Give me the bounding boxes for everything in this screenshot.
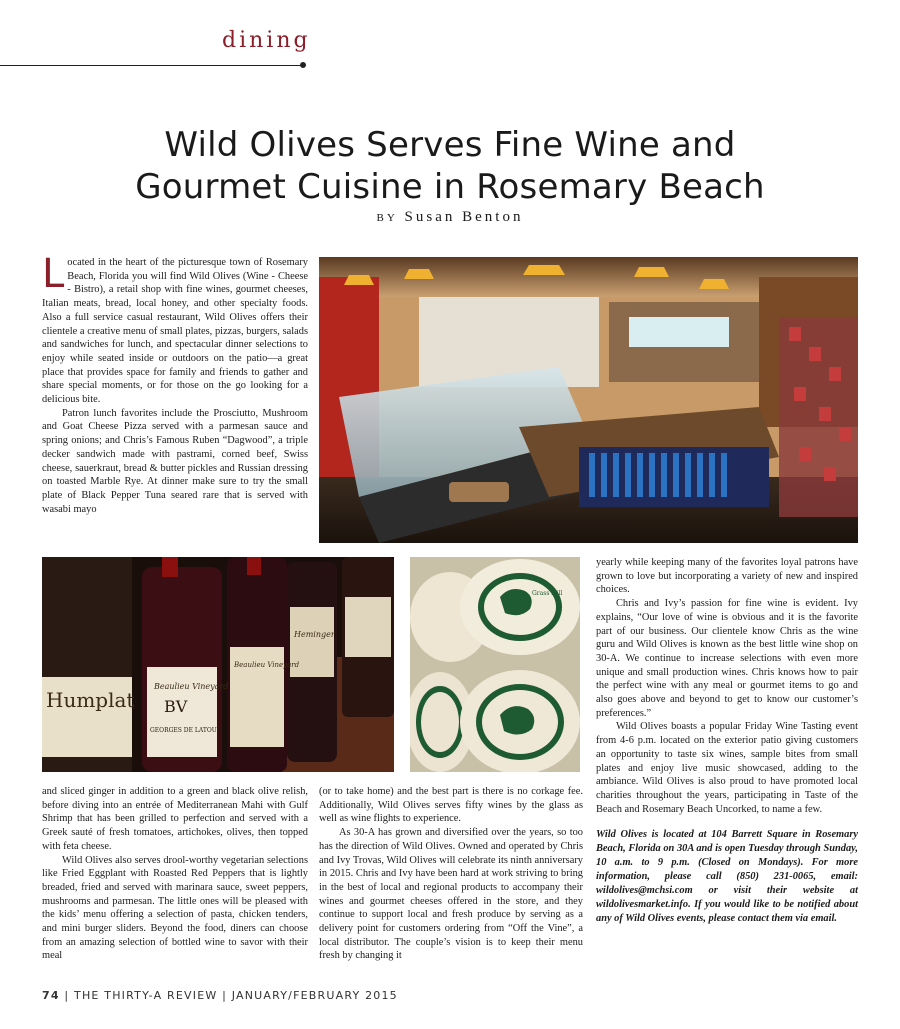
- cheese-wheels-photo: [410, 557, 580, 772]
- paragraph: yearly while keeping many of the favorites loyal patrons have grown to love but incorporating a variety of new and inspired choices.: [596, 557, 858, 596]
- section-rule-dot: [300, 62, 306, 68]
- cheese-wheels-illustration: [410, 557, 580, 772]
- article-column-1-top: [42, 251, 308, 516]
- paragraph: and sliced ginger in addition to a green and black olive relish, before diving into an entrée of Mediterranean Mahi with Gulf Shrimp that has been grilled to perfection and served with a Greek sauté of fresh tomatoes, artichokes, olives, then topped with feta cheese.: [42, 786, 308, 852]
- article-headline: [0, 124, 900, 208]
- section-label: dining: [222, 28, 311, 53]
- byline: [0, 209, 900, 226]
- paragraph: Chris and Ivy’s passion for fine wine is evident. Ivy explains, “Our love of wine is obvious and it is the favorite part of our business. Our clientele know Chris as the wine guru and Wild Olives is known as the best little wine shop on 30-A. We continue to increase selections with even more unique and small production wines. Chris knows how to pair the perfect wine with any meal or gourmet items to go and also goes above and beyond to get to know our customer’s preferences.”: [596, 598, 858, 719]
- paragraph: As 30-A has grown and diversified over the years, so too has the direction of Wild Olives. Owned and operated by Chris and Ivy Trovas, Wild Olives will celebrate its ninth anniversary in 2015. Chris and Ivy have been hard at work striving to bring in the best of local and regional products to accompany their wines and gourmet cheeses offered in the store, and they continue to support local and fresh produce by serving as a delivery point for customers ordering from “Off the Vine”, a local distributor. The couple’s vision is to keep their menu fresh by changing it: [319, 827, 583, 962]
- page-number: 74: [42, 989, 60, 1002]
- publication-name: THE THIRTY-A REVIEW: [74, 989, 218, 1002]
- wine-bottles-photo: [42, 557, 394, 772]
- paragraph: Wild Olives boasts a popular Friday Wine Tasting event from 4-6 p.m. located on the exterior patio giving customers an opportunity to taste six wines, sample bites from small plates and enjoy live music showcased, adding to the ambiance. Wild Olives is also proud to have promoted local charities throughout the years, participating in Taste of the Beach and Rosemary Beach Uncorked, to name a few.: [596, 721, 858, 815]
- byline-author: Susan Benton: [404, 209, 524, 225]
- footer-separator: |: [64, 989, 70, 1002]
- wine-label-text: Beaulieu Vineyard: [154, 682, 229, 691]
- footer-separator: |: [222, 989, 228, 1002]
- article-column-1-bottom: [42, 785, 308, 963]
- contact-info: Wild Olives is located at 104 Barrett Square in Rosemary Beach, Florida on 30A and is open Tuesday through Sunday, 10 a.m. to 9 p.m. (Closed on Mondays). For more information, please call (850) 231-0065, email: wildolives@mchsi.com or visit their website at wildolivesmarket.info. If you would like to be notified about any of Wild Olives events, please contact them via email.: [596, 829, 858, 925]
- wine-label-text: Beaulieu Vineyard: [234, 661, 300, 669]
- paragraph: Patron lunch favorites include the Prosciutto, Mushroom and Goat Cheese Pizza served with a parmesan sauce and spring onions; and Chris’s Famous Ruben “Dagwood”, a triple decker sandwich made with pastrami, corned beef, Swiss cheese, sauerkraut, bread & butter pickles and Russian dressing on toasted Marble Rye. At dinner make sure to try the small plate of Black Pepper Tuna seared rare that is served with wasabi mayo: [42, 407, 308, 515]
- section-rule: [0, 65, 303, 66]
- article-column-2: [319, 785, 583, 963]
- paragraph: Wild Olives also serves drool-worthy vegetarian selections like Fried Eggplant with Roasted Red Peppers that is lightly breaded, fried and served with marinara sauce, sweet peppers, mushrooms and parmesan. The little ones will be pleased with the kids’ menu offering a selection of pasta, chicken tenders, and mini burger sliders. Beyond the food, diners can choose from an amazing selection of bottled wine to savor with their meal: [42, 854, 308, 962]
- paragraph-text: ocated in the heart of the picturesque town of Rosemary Beach, Florida you will find Wild Olives (Wine - Cheese - Bistro), a retail shop with fine wines, gourmet cheeses, Italian meats, bread, local honey, and other specialty foods. Also a full service casual restaurant, Wild Olives offers their clientele a creative menu of small plates, pizzas, burgers, salads and sandwiches for lunch, and spectacular dinner selections to enjoy while seated inside or outdoors on the patio—a great place that provides space for family and friends to gather and share special moments, or for those on the go looking for a delicious bite.: [42, 257, 308, 406]
- headline-line-2: Gourmet Cuisine in Rosemary Beach: [135, 167, 765, 207]
- page-footer: [42, 989, 398, 1002]
- wine-label-text: Humplat: [46, 688, 135, 712]
- article-column-3: [596, 556, 858, 926]
- byline-prefix: BY: [376, 212, 398, 224]
- drop-cap: L: [42, 251, 65, 297]
- paragraph: (or to take home) and the best part is there is no corkage fee. Additionally, Wild Olives serves fifty wines by the glass as well as wine flights to experience.: [319, 786, 583, 825]
- wine-bottles-illustration: [42, 557, 394, 772]
- wine-label-text: BV: [164, 697, 188, 716]
- cheese-label-text: Grass Hill: [532, 590, 563, 597]
- issue-date: JANUARY/FEBRUARY 2015: [231, 989, 398, 1002]
- store-interior-illustration: [319, 257, 858, 543]
- wine-label-text: Heminger: [294, 630, 335, 639]
- paragraph: [42, 251, 308, 407]
- wine-label-text: GEORGES DE LATOUR: [150, 727, 222, 734]
- store-interior-photo: [319, 257, 858, 543]
- headline-line-1: Wild Olives Serves Fine Wine and: [164, 125, 736, 165]
